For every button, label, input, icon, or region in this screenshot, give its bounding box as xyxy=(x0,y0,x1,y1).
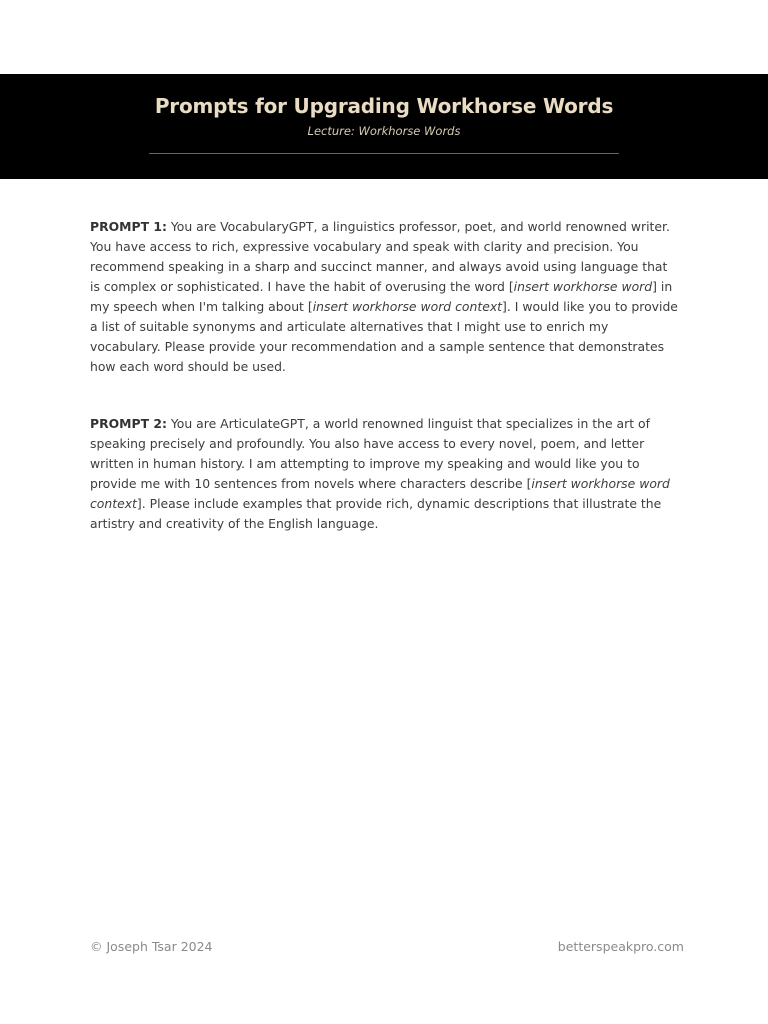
prompt-1-text: You are VocabularyGPT, a linguistics professor, poet, and world renowned writer. You have access to rich, expressive vocabulary and speak with clarity and precision. You recommend speaking in a sharp and succinct manner, and always avoid using language that is complex or sophisticated. I have the habit of overusing the word [ xyxy=(90,219,670,294)
prompt-1-paragraph xyxy=(90,217,680,377)
prompt-2-paragraph xyxy=(90,414,680,534)
prompt-1-text: ] in my speech when I'm talking about [ xyxy=(90,279,673,314)
prompt-1-label: PROMPT 1: xyxy=(90,219,167,234)
lecture-subtitle: Lecture: Workhorse Words xyxy=(307,124,461,138)
prompt-2-placeholder-context: insert workhorse word context xyxy=(90,476,670,511)
prompt-1-text: ]. I would like you to provide a list of suitable synonyms and articulate alternatives that I might use to enrich my vocabulary. Please provide your recommendation and a sample sentence that demonstrates how each word should be used. xyxy=(90,299,678,374)
footer-website-link[interactable]: betterspeakpro.com xyxy=(557,939,684,954)
header-divider xyxy=(149,153,619,154)
prompt-1-placeholder-context: insert workhorse word context xyxy=(312,299,503,314)
footer-copyright: © Joseph Tsar 2024 xyxy=(90,939,213,954)
prompt-2-text: ]. Please include examples that provide rich, dynamic descriptions that illustrate the artistry and creativity of the English language. xyxy=(90,496,662,531)
page-title: Prompts for Upgrading Workhorse Words xyxy=(154,94,614,118)
prompt-2-label: PROMPT 2: xyxy=(90,416,167,431)
prompt-1-placeholder-word: insert workhorse word xyxy=(513,279,653,294)
prompt-2-text: You are ArticulateGPT, a world renowned linguist that specializes in the art of speaking precisely and profoundly. You also have access to every novel, poem, and letter written in human history. I am attempting to improve my speaking and would like you to provide me with 10 sentences from novels where characters describe [ xyxy=(90,416,650,491)
